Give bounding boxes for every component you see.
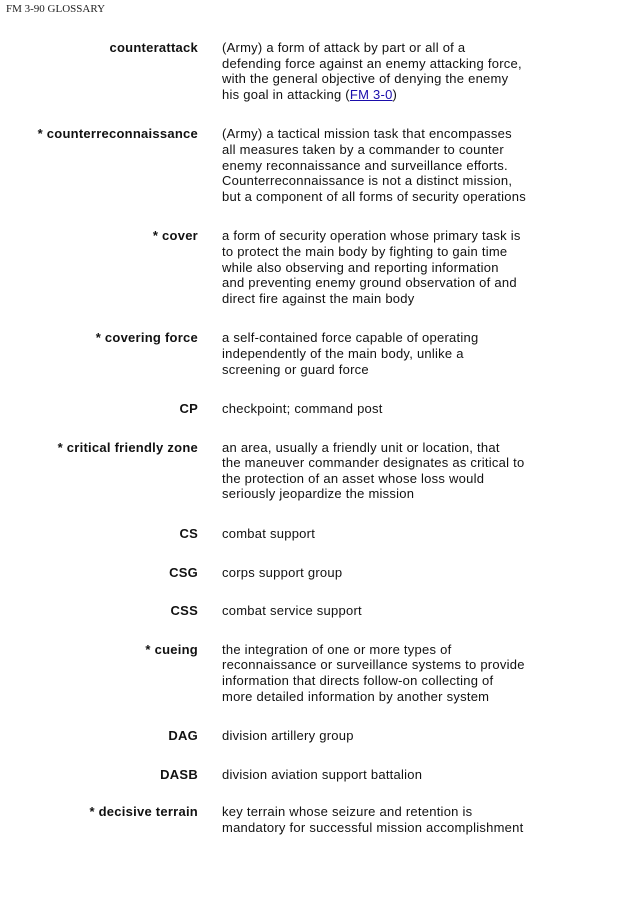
glossary-definition: division aviation support battalion [222,766,423,782]
glossary-list [0,40,635,836]
glossary-definition: the integration of one or more types of reconnaissance or surveillance systems to provide information that directs follow-on collecting of more detailed information by another system [222,641,525,704]
glossary-term: * critical friendly zone [57,439,198,455]
glossary-term: CSS [170,603,198,619]
glossary-term: * counterreconnaissance [37,126,198,142]
glossary-entry [0,603,635,619]
glossary-entry [0,767,635,783]
glossary-entry [0,728,635,744]
glossary-entry [0,126,635,204]
glossary-definition: division artillery group [222,728,354,744]
glossary-term: CS [179,526,198,542]
glossary-entry [0,40,635,102]
glossary-definition: key terrain whose seizure and retention is mandatory for successful mission accomplishment [222,804,524,835]
glossary-entry [0,642,635,704]
glossary-definition [222,40,562,102]
glossary-entry [0,228,635,306]
page-header: FM 3-90 GLOSSARY [6,3,106,15]
glossary-definition: checkpoint; command post [222,401,383,417]
glossary-term: * covering force [95,330,198,346]
glossary-entry [0,440,635,502]
glossary-entry [0,401,635,417]
reference-link[interactable]: FM 3-0 [349,86,393,102]
glossary-entry [0,526,635,542]
glossary-definition: (Army) a tactical mission task that encompasses all measures taken by a commander to counter enemy reconnaissance and surveillance efforts. Counterreconnaissance is not a distinct mission, but a component of all forms of security operations [222,126,526,204]
glossary-definition: corps support group [222,564,343,580]
glossary-definition: a self-contained force capable of operating independently of the main body, unlike a screening or guard force [222,330,479,377]
glossary-term: * decisive terrain [89,804,198,820]
glossary-term: DAG [168,728,198,744]
glossary-term: * cueing [145,641,198,657]
glossary-entry [0,565,635,581]
glossary-term: DASB [160,766,198,782]
glossary-entry [0,330,635,377]
definition-text-end: ) [392,86,398,102]
glossary-definition: combat service support [222,603,362,619]
glossary-term: counterattack [109,40,198,55]
glossary-term: CP [179,401,198,417]
glossary-term: CSG [169,564,198,580]
glossary-entry [0,804,635,835]
definition-text: (Army) a form of attack by part or all of a defending force against an enemy attacking force, with the general objective of denying the enemy his goal in attacking ( [222,40,522,102]
glossary-definition: combat support [222,526,316,542]
glossary-definition: an area, usually a friendly unit or location, that the maneuver commander designates as critical to the protection of an asset whose loss would seriously jeopardize the mission [222,439,525,502]
glossary-term: * cover [152,228,198,244]
glossary-definition: a form of security operation whose primary task is to protect the main body by fighting to gain time while also observing and reporting information and preventing enemy ground observation of and direct fire against the main body [222,228,521,306]
